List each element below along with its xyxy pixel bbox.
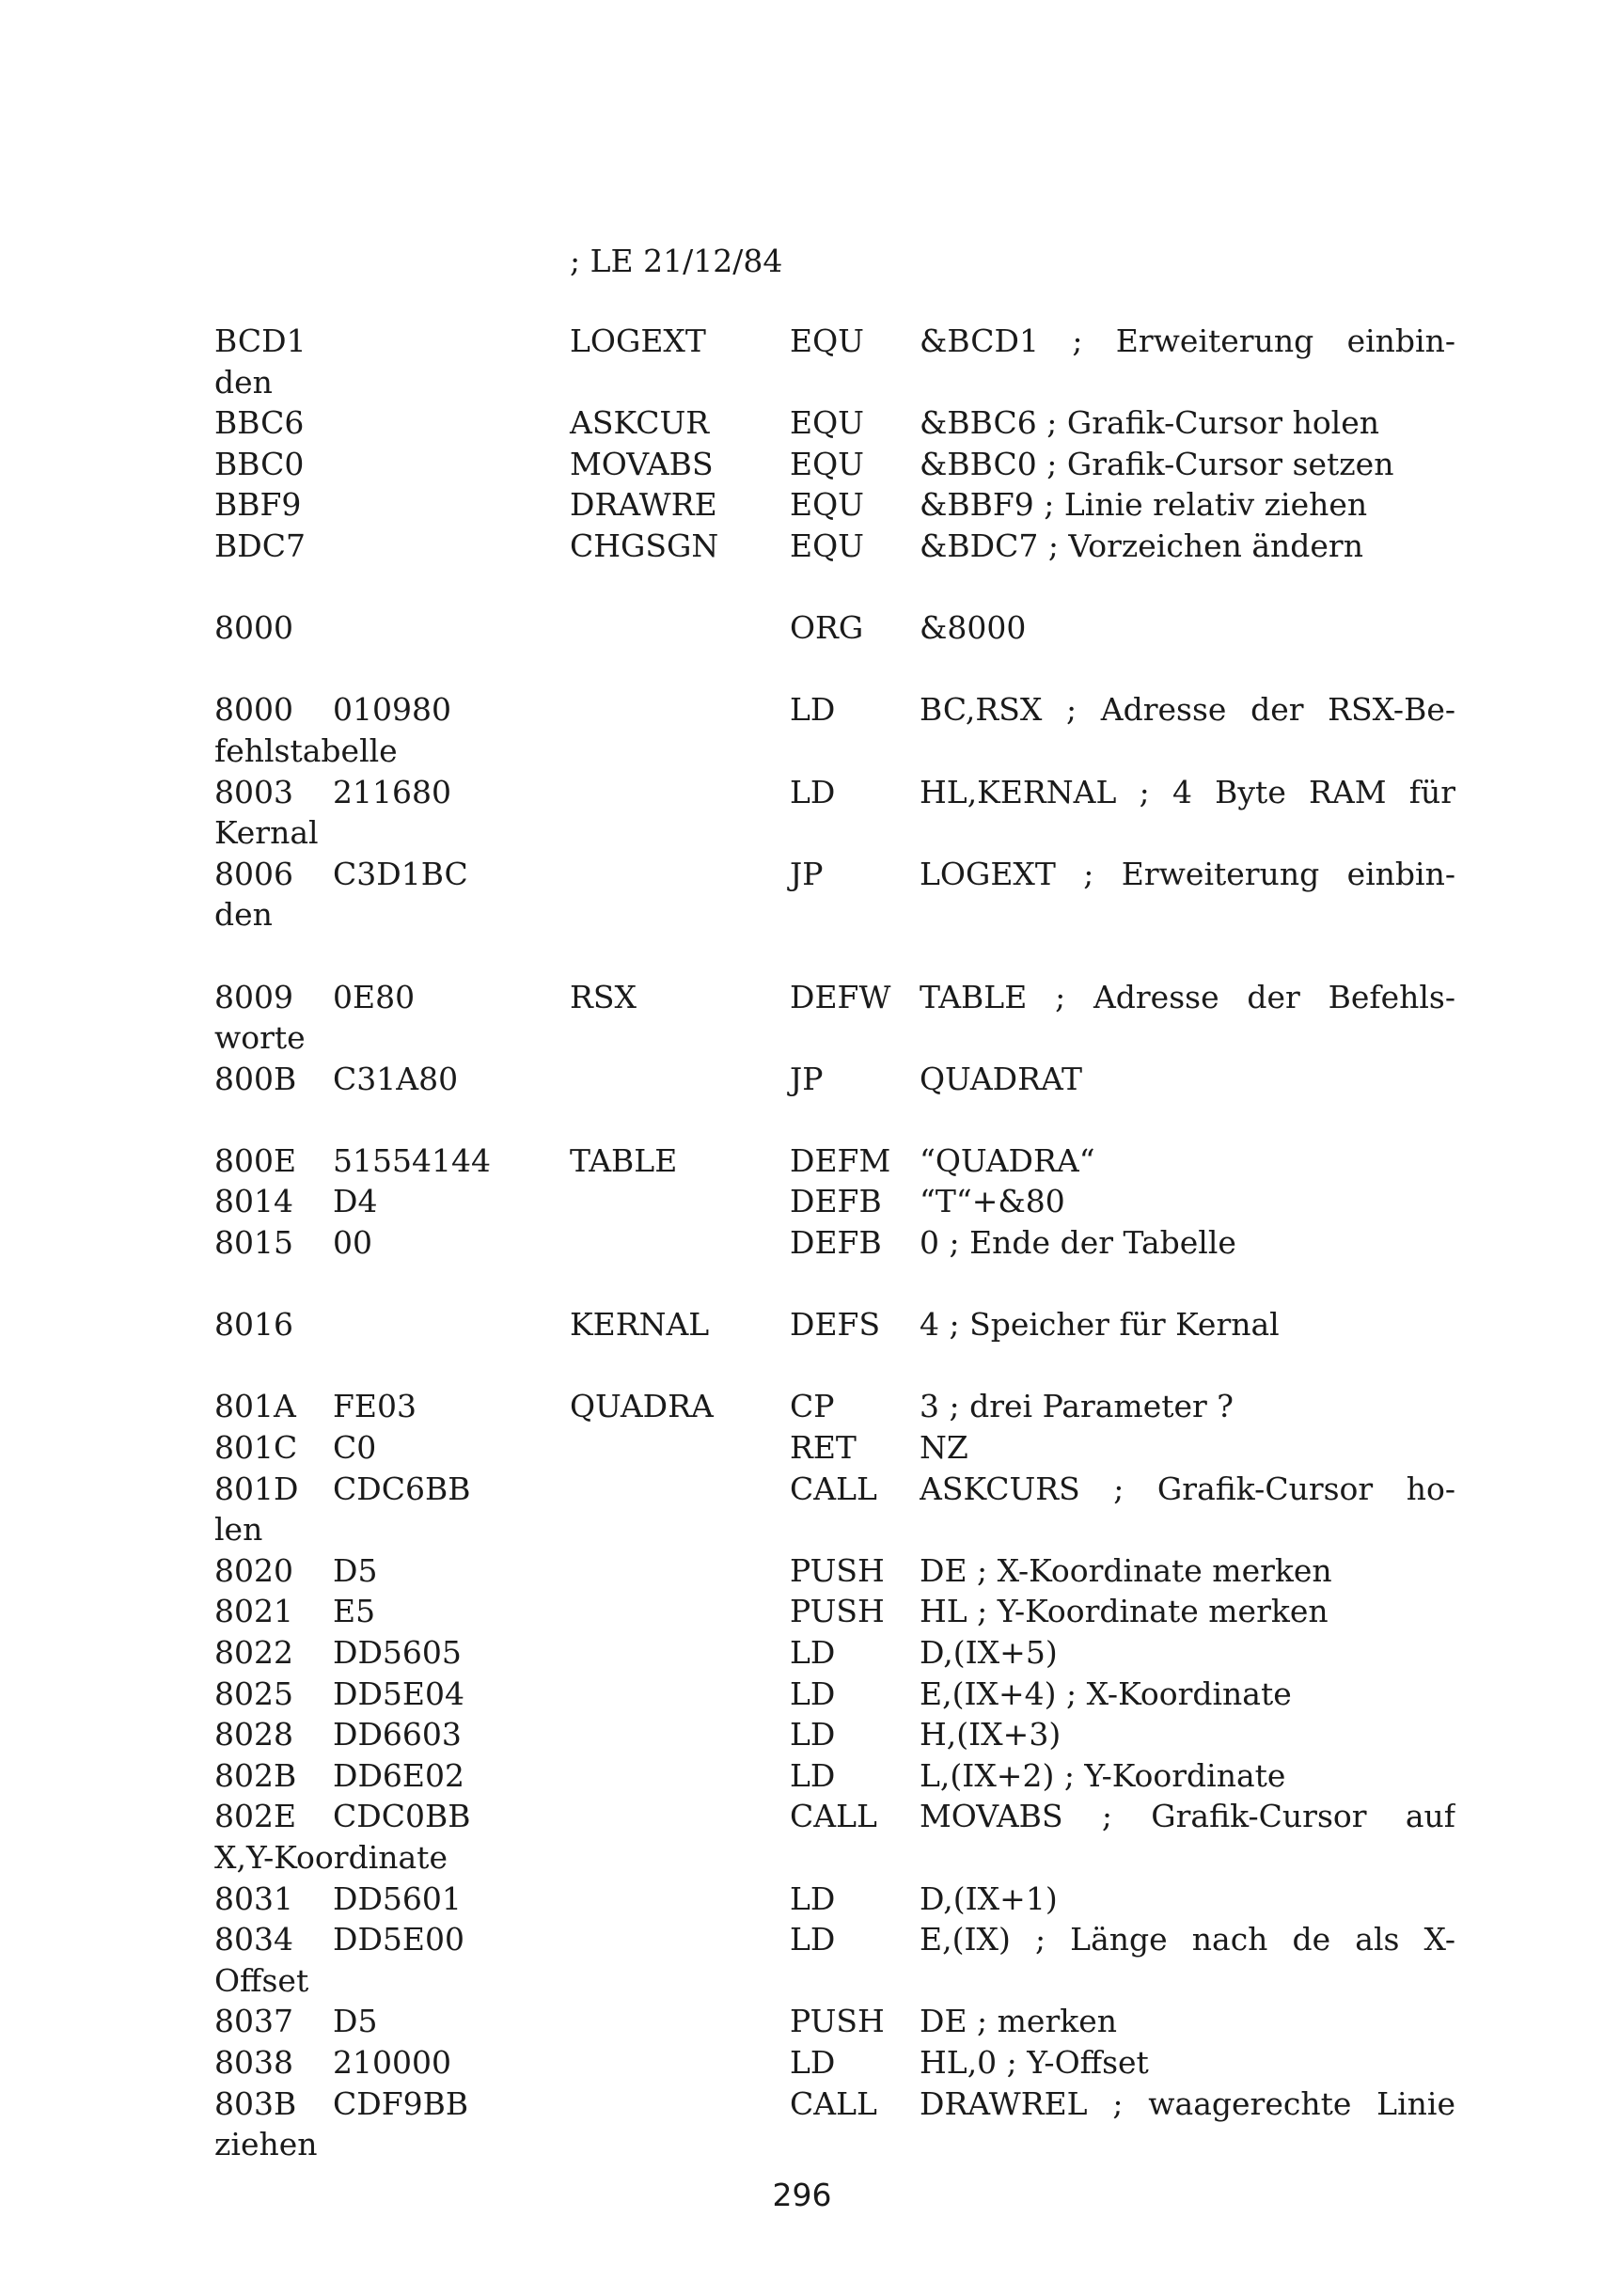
listing-line — [214, 2001, 1455, 2042]
listing-continuation-line — [214, 1509, 1455, 1550]
operand: 4 ; Speicher für Kernal — [920, 1306, 1280, 1344]
blank-line — [214, 1099, 1455, 1140]
blank-line — [214, 1264, 1455, 1305]
mnemonic: CALL — [790, 1798, 877, 1835]
listing-line — [214, 1919, 1455, 1960]
machine-code: 51554144 — [333, 1141, 491, 1179]
operand: TABLE ; Adresse der Befehls- — [920, 978, 1455, 1015]
operand: L,(IX+2) ; Y-Koordinate — [920, 1756, 1286, 1794]
blank-line — [214, 649, 1455, 690]
operand: HL ; Y-Koordinate merken — [920, 1593, 1329, 1630]
mnemonic: PUSH — [790, 1551, 885, 1589]
label: ASKCUR — [570, 404, 710, 442]
address: 8021 — [214, 1593, 293, 1630]
operand: &BCD1 ; Erweiterung einbin- — [920, 322, 1455, 359]
listing-line — [214, 1796, 1455, 1837]
listing-line — [214, 2084, 1455, 2125]
listing-header-comment: ; LE 21/12/84 — [570, 243, 783, 279]
continuation-text: X,Y-Koordinate — [214, 1838, 448, 1876]
label: RSX — [570, 978, 637, 1015]
operand: E,(IX) ; Länge nach de als X- — [920, 1921, 1455, 1958]
machine-code: DD6E02 — [333, 1756, 464, 1794]
listing-line — [214, 1550, 1455, 1592]
blank-line — [214, 936, 1455, 977]
operand: H,(IX+3) — [920, 1716, 1061, 1753]
listing-line — [214, 2042, 1455, 2084]
address: 800B — [214, 1060, 297, 1097]
operand: HL,0 ; Y-Offset — [920, 2043, 1149, 2081]
mnemonic: LD — [790, 1756, 836, 1794]
operand: &BBC6 ; Grafik-Cursor holen — [920, 404, 1380, 442]
machine-code: E5 — [333, 1593, 376, 1630]
address: 8037 — [214, 2003, 293, 2040]
assembly-listing — [214, 321, 1455, 2165]
mnemonic: PUSH — [790, 2003, 885, 2040]
mnemonic: DEFW — [790, 978, 891, 1015]
address: 8006 — [214, 855, 293, 892]
listing-continuation-line — [214, 894, 1455, 936]
listing-line — [214, 1591, 1455, 1632]
listing-line — [214, 484, 1455, 526]
operand: &BBC0 ; Grafik-Cursor setzen — [920, 445, 1394, 482]
operand: D,(IX+5) — [920, 1634, 1058, 1671]
mnemonic: DEFS — [790, 1306, 881, 1344]
blank-line — [214, 1345, 1455, 1387]
machine-code: 0E80 — [333, 978, 416, 1015]
mnemonic: RET — [790, 1429, 857, 1467]
listing-line — [214, 1304, 1455, 1345]
label: KERNAL — [570, 1306, 710, 1344]
machine-code: 010980 — [333, 691, 451, 729]
blank-line — [214, 567, 1455, 608]
machine-code: DD5E00 — [333, 1921, 464, 1958]
mnemonic: LD — [790, 1675, 836, 1712]
mnemonic: LD — [790, 1879, 836, 1917]
mnemonic: EQU — [790, 527, 864, 564]
address: 8000 — [214, 609, 293, 647]
address: BBF9 — [214, 486, 302, 524]
address: 8009 — [214, 978, 293, 1015]
mnemonic: DEFM — [790, 1141, 891, 1179]
machine-code: C3D1BC — [333, 855, 468, 892]
listing-continuation-line — [214, 1017, 1455, 1059]
continuation-text: fehlstabelle — [214, 731, 398, 769]
listing-line — [214, 689, 1455, 731]
label: MOVABS — [570, 445, 714, 482]
listing-line — [214, 1059, 1455, 1100]
address: 802B — [214, 1756, 297, 1794]
mnemonic: EQU — [790, 445, 864, 482]
label: LOGEXT — [570, 322, 706, 359]
mnemonic: DEFB — [790, 1183, 882, 1220]
machine-code: CDC0BB — [333, 1798, 471, 1835]
machine-code: D5 — [333, 2003, 378, 2040]
operand: “T“+&80 — [920, 1183, 1065, 1220]
operand: &BDC7 ; Vorzeichen ändern — [920, 527, 1363, 564]
continuation-text: ziehen — [214, 2126, 318, 2163]
listing-line — [214, 402, 1455, 444]
continuation-text: Kernal — [214, 814, 319, 852]
address: 8000 — [214, 691, 293, 729]
label: DRAWRE — [570, 486, 717, 524]
mnemonic: ORG — [790, 609, 864, 647]
mnemonic: PUSH — [790, 1593, 885, 1630]
listing-line — [214, 1386, 1455, 1427]
machine-code: DD5E04 — [333, 1675, 464, 1712]
listing-line — [214, 607, 1455, 649]
mnemonic: JP — [790, 1060, 824, 1097]
mnemonic: LD — [790, 691, 836, 729]
mnemonic: LD — [790, 773, 836, 810]
listing-line — [214, 1755, 1455, 1797]
address: 801A — [214, 1388, 296, 1425]
listing-line — [214, 1469, 1455, 1510]
listing-continuation-line — [214, 731, 1455, 772]
listing-continuation-line — [214, 2124, 1455, 2165]
operand: 0 ; Ende der Tabelle — [920, 1224, 1236, 1262]
machine-code: FE03 — [333, 1388, 417, 1425]
address: 801D — [214, 1470, 299, 1507]
listing-line — [214, 1140, 1455, 1182]
listing-line — [214, 1714, 1455, 1755]
mnemonic: DEFB — [790, 1224, 882, 1262]
operand: DE ; merken — [920, 2003, 1118, 2040]
mnemonic: LD — [790, 1921, 836, 1958]
operand: BC,RSX ; Adresse der RSX-Be- — [920, 691, 1455, 729]
machine-code: CDF9BB — [333, 2084, 469, 2122]
address: 8025 — [214, 1675, 293, 1712]
address: 8014 — [214, 1183, 293, 1220]
operand: &BBF9 ; Linie relativ ziehen — [920, 486, 1368, 524]
listing-line — [214, 772, 1455, 813]
mnemonic: LD — [790, 1716, 836, 1753]
machine-code: 211680 — [333, 773, 451, 810]
listing-continuation-line — [214, 1837, 1455, 1879]
listing-line — [214, 1674, 1455, 1715]
mnemonic: CALL — [790, 1470, 877, 1507]
operand: HL,KERNAL ; 4 Byte RAM für — [920, 773, 1455, 810]
address: 801C — [214, 1429, 298, 1467]
mnemonic: JP — [790, 855, 824, 892]
operand: ASKCURS ; Grafik-Cursor ho- — [920, 1470, 1455, 1507]
label: QUADRA — [570, 1388, 714, 1425]
operand: QUADRAT — [920, 1060, 1083, 1097]
operand: MOVABS ; Grafik-Cursor auf — [920, 1798, 1455, 1835]
operand: &8000 — [920, 609, 1027, 647]
address: 8020 — [214, 1551, 293, 1589]
machine-code: D4 — [333, 1183, 378, 1220]
address: BBC6 — [214, 404, 305, 442]
mnemonic: LD — [790, 1634, 836, 1671]
listing-line — [214, 1181, 1455, 1222]
address: 8031 — [214, 1879, 293, 1917]
listing-line — [214, 977, 1455, 1018]
label: CHGSGN — [570, 527, 719, 564]
address: 802E — [214, 1798, 297, 1835]
mnemonic: CALL — [790, 2084, 877, 2122]
operand: 3 ; drei Parameter ? — [920, 1388, 1234, 1425]
label: TABLE — [570, 1141, 678, 1179]
operand: LOGEXT ; Erweiterung einbin- — [920, 855, 1455, 892]
mnemonic: EQU — [790, 404, 864, 442]
mnemonic: EQU — [790, 322, 864, 359]
machine-code: DD5605 — [333, 1634, 462, 1671]
listing-line — [214, 1222, 1455, 1264]
operand: D,(IX+1) — [920, 1879, 1058, 1917]
machine-code: D5 — [333, 1551, 378, 1589]
machine-code: CDC6BB — [333, 1470, 471, 1507]
operand: DE ; X-Koordinate merken — [920, 1551, 1332, 1589]
address: 8022 — [214, 1634, 293, 1671]
operand: DRAWREL ; waagerechte Linie — [920, 2084, 1455, 2122]
address: 8003 — [214, 773, 293, 810]
address: 8015 — [214, 1224, 293, 1262]
address: 8016 — [214, 1306, 293, 1344]
listing-line — [214, 444, 1455, 485]
listing-line — [214, 854, 1455, 895]
mnemonic: EQU — [790, 486, 864, 524]
continuation-text: den — [214, 896, 273, 934]
mnemonic: CP — [790, 1388, 835, 1425]
address: BDC7 — [214, 527, 306, 564]
machine-code: DD6603 — [333, 1716, 462, 1753]
address: BBC0 — [214, 445, 305, 482]
continuation-text: len — [214, 1511, 263, 1549]
page-number: 296 — [772, 2177, 832, 2213]
listing-line — [214, 1632, 1455, 1674]
listing-line — [214, 1879, 1455, 1920]
machine-code: C31A80 — [333, 1060, 459, 1097]
operand: E,(IX+4) ; X-Koordinate — [920, 1675, 1292, 1712]
listing-line — [214, 1427, 1455, 1469]
machine-code: C0 — [333, 1429, 377, 1467]
continuation-text: den — [214, 363, 273, 401]
continuation-text: worte — [214, 1019, 306, 1057]
continuation-text: Offset — [214, 1961, 309, 1999]
listing-line — [214, 526, 1455, 567]
address: 8034 — [214, 1921, 293, 1958]
operand: NZ — [920, 1429, 968, 1467]
address: 803B — [214, 2084, 297, 2122]
address: BCD1 — [214, 322, 307, 359]
machine-code: DD5601 — [333, 1879, 462, 1917]
address: 8038 — [214, 2043, 293, 2081]
listing-continuation-line — [214, 812, 1455, 854]
machine-code: 00 — [333, 1224, 372, 1262]
listing-continuation-line — [214, 362, 1455, 403]
address: 800E — [214, 1141, 297, 1179]
address: 8028 — [214, 1716, 293, 1753]
listing-line — [214, 321, 1455, 362]
listing-continuation-line — [214, 1960, 1455, 2002]
mnemonic: LD — [790, 2043, 836, 2081]
operand: “QUADRA“ — [920, 1141, 1095, 1179]
machine-code: 210000 — [333, 2043, 451, 2081]
